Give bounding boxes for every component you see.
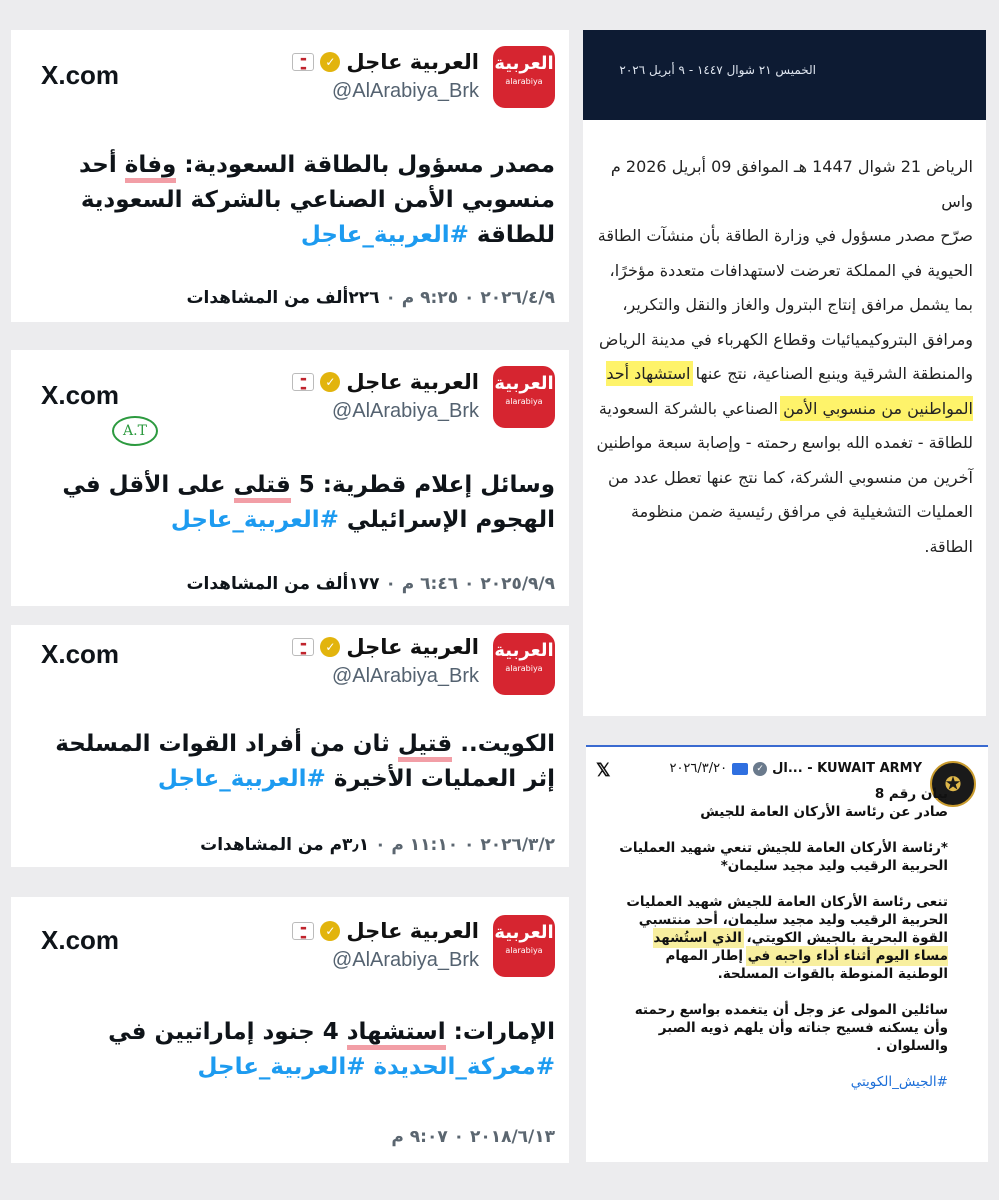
ka-headline: *رئاسة الأركان العامة للجيش تنعي شهيد العمليات الحربية الرقيب وليد مجيد سليمان* [619, 840, 948, 874]
tweet-card-2[interactable] [11, 350, 569, 606]
ka-hashtag-link[interactable]: #الجيش_الكويتي [850, 1074, 948, 1090]
highlight-word: وفاة [125, 152, 177, 183]
x-com-label: X.com [41, 60, 120, 90]
logo-arabic-text: العربية [494, 640, 554, 661]
view-count: ٣٫١م من المشاهدات [200, 835, 370, 855]
hashtag-link[interactable]: #العربية_عاجل [157, 766, 326, 792]
view-count: ١٧٧ألف من المشاهدات [186, 574, 380, 594]
at-stamp-badge: A.T [112, 416, 158, 446]
tweet-text: الإمارات: استشهاد 4 جنود إماراتيين في #معركة_الحديدة #العربية_عاجل [108, 1019, 555, 1080]
ka-account-name[interactable]: ال... - KUWAIT ARMY [772, 761, 922, 776]
kuwait-army-avatar-icon[interactable]: ✪ [930, 761, 976, 807]
ka-post-text [616, 785, 948, 1091]
logo-english-text: alarabiya [505, 664, 543, 673]
logo-arabic-text: العربية [494, 922, 554, 943]
account-name[interactable]: العربية عاجل [346, 919, 479, 943]
highlight-word: قتيل [398, 731, 452, 762]
logo-arabic-text: العربية [494, 53, 554, 74]
ka-verified-icon: ✓ [753, 762, 767, 776]
x-logo-icon[interactable]: 𝕏 [596, 760, 611, 780]
tweet-meta: ٢٠٢٦/٤/٩ ٠ ٩:٢٥ م ٠ ٢٢٦ألف من المشاهدات [186, 288, 555, 308]
highlight-word: استشهاد [347, 1019, 446, 1050]
ka-body: تنعى رئاسة الأركان العامة للجيش شهيد العمليات الحربية الرقيب وليد مجيد سليمان، أحد منتسبي القوة البحرية بالجيش الكويتي، الذي استُشهد مساء اليوم أثناء أداء واجبه في إطار المهام الوطنية المنوطة بالقوات المسلحة. [626, 894, 948, 982]
tweet-card-4[interactable] [11, 897, 569, 1163]
ka-flag-icon [732, 763, 748, 775]
affiliate-badge-icon: ▬ ▬ [292, 53, 314, 71]
x-com-label: X.com [41, 925, 120, 955]
verified-badge-icon: ✓ [320, 372, 340, 392]
x-com-label: X.com [41, 380, 120, 410]
logo-arabic-text: العربية [494, 373, 554, 394]
spa-date: الخميس ٢١ شوال ١٤٤٧ - ٩ أبريل ٢٠٢٦ [619, 63, 816, 77]
spa-header-bar [583, 30, 986, 120]
logo-english-text: alarabiya [505, 77, 543, 86]
alarabiya-logo-icon [493, 633, 555, 695]
x-com-label: X.com [41, 639, 120, 669]
verified-badge-icon: ✓ [320, 637, 340, 657]
affiliate-badge-icon: ▬ ▬ [292, 922, 314, 940]
hashtag-link[interactable]: #معركة_الحديدة #العربية_عاجل [197, 1054, 555, 1080]
verified-badge-icon: ✓ [320, 921, 340, 941]
account-handle[interactable]: @AlArabiya_Brk [331, 949, 479, 971]
ka-prayer: سائلين المولى عز وجل أن يتغمده بواسع رحمته وأن يسكنه فسيح جناته وأن يلهم ذويه الصبر والسلوان . [634, 1002, 948, 1054]
hashtag-link[interactable]: #العربية_عاجل [170, 507, 339, 533]
ka-issuer: صادر عن رئاسة الأركان العامة للجيش [700, 804, 948, 820]
ka-date: ٢٠٢٦/٣/٢٠ [669, 761, 728, 776]
alarabiya-logo-icon [493, 915, 555, 977]
tweet-meta: ٢٠١٨/٦/١٣ ٠ ٩:٠٧ م [391, 1127, 555, 1147]
ka-header [669, 761, 922, 776]
tweet-text: وسائل إعلام قطرية: 5 قتلى على الأقل في الهجوم الإسرائيلي #العربية_عاجل [62, 472, 555, 533]
tweet-meta: ٢٠٢٥/٩/٩ ٠ ٦:٤٦ م ٠ ١٧٧ألف من المشاهدات [186, 574, 555, 594]
view-count: ٢٢٦ألف من المشاهدات [186, 288, 380, 308]
hashtag-link[interactable]: #العربية_عاجل [300, 222, 469, 248]
account-name[interactable]: العربية عاجل [346, 370, 479, 394]
account-info[interactable] [292, 370, 479, 423]
account-handle[interactable]: @AlArabiya_Brk [331, 80, 479, 102]
spa-paragraph: صرّح مصدر مسؤول في وزارة الطاقة بأن منشآت الطاقة الحيوية في المملكة تعرضت لاستهدافات متعددة مؤخرًا، بما يشمل مرافق إنتاج البترول والغاز والنقل والتكرير، ومرافق البتروكيميائيات وقطاع الكهرباء في مدينة الرياض والمنطقة الشرقية وينبع الصناعية، نتج عنها استشهاد أحد المواطنين من منسوبي الأمن الصناعي بالشركة السعودية للطاقة - تغمده الله بواسع رحمته - وإصابة سبعة مواطنين آخرين من منسوبي الشركة، كما نتج عنها تعطل عدد من العمليات التشغيلية في مرافق رئيسية ضمن منظومة الطاقة. [596, 226, 973, 556]
account-name[interactable]: العربية عاجل [346, 50, 479, 74]
ka-statement-number: بيان رقم 8 [874, 786, 948, 802]
tweet-card-3[interactable] [11, 625, 569, 867]
affiliate-badge-icon: ▬ ▬ [292, 373, 314, 391]
spa-dateline: الرياض 21 شوال 1447 هـ الموافق 09 أبريل 2026 م واس [610, 157, 973, 211]
account-info[interactable] [292, 50, 479, 103]
highlight-word: قتلى [234, 472, 291, 503]
logo-english-text: alarabiya [505, 397, 543, 406]
account-name[interactable]: العربية عاجل [346, 635, 479, 659]
verified-badge-icon: ✓ [320, 52, 340, 72]
account-info[interactable] [292, 635, 479, 688]
tweet-meta: ٢٠٢٦/٣/٢ ٠ ١١:١٠ م ٠ ٣٫١م من المشاهدات [200, 835, 555, 855]
alarabiya-logo-icon [493, 46, 555, 108]
account-handle[interactable]: @AlArabiya_Brk [331, 400, 479, 422]
tweet-card-1[interactable] [11, 30, 569, 322]
kuwait-army-post[interactable] [586, 745, 988, 1162]
ka-highlight: الذي استُشهد مساء اليوم أثناء أداء واجبه في [653, 930, 948, 964]
alarabiya-logo-icon [493, 366, 555, 428]
logo-english-text: alarabiya [505, 946, 543, 955]
account-info[interactable] [292, 919, 479, 972]
spa-highlight: استشهاد أحد المواطنين من منسوبي الأمن [606, 364, 973, 418]
affiliate-badge-icon: ▬ ▬ [292, 638, 314, 656]
spa-article [583, 120, 986, 716]
tweet-text: الكويت.. قتيل ثان من أفراد القوات المسلحة إثر العمليات الأخيرة #العربية_عاجل [55, 731, 555, 792]
account-handle[interactable]: @AlArabiya_Brk [331, 665, 479, 687]
tweet-text: مصدر مسؤول بالطاقة السعودية: وفاة أحد منسوبي الأمن الصناعي بالشركة السعودية للطاقة #العربية_عاجل [79, 152, 555, 248]
